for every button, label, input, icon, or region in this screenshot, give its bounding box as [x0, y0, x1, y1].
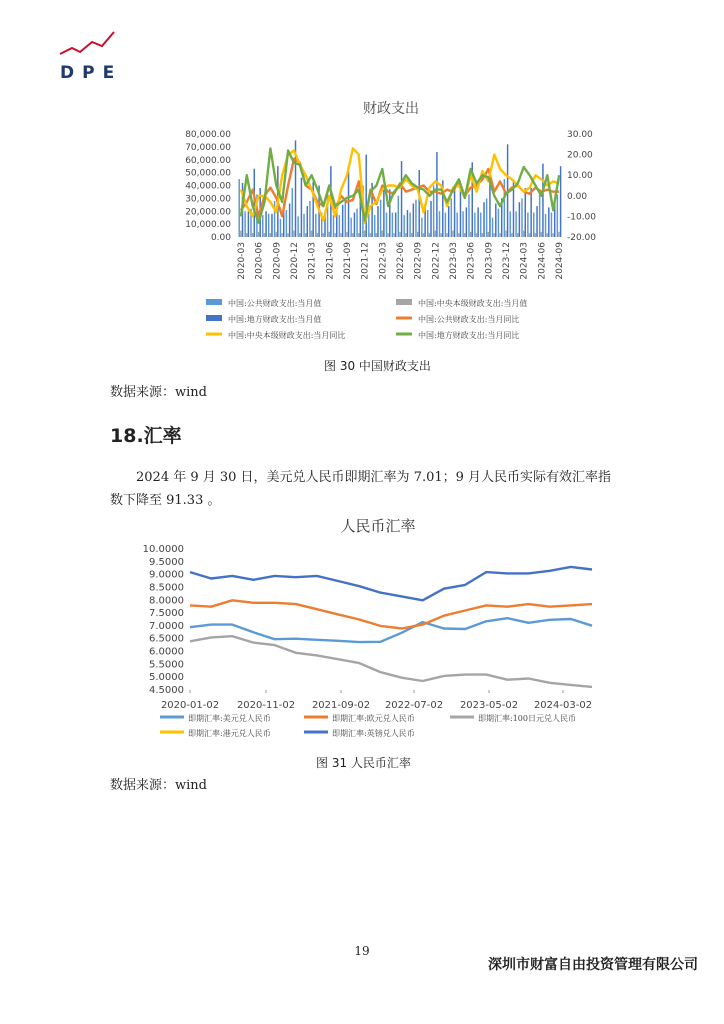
legend-label: 即期汇率:美元兑人民币 [188, 714, 271, 723]
x-axis-tick-label: 2023-05-02 [459, 700, 519, 711]
x-axis-tick-label: 2024-09 [555, 242, 566, 280]
y-axis-tick-label: 6.5000 [149, 633, 184, 645]
left-axis-tick-label: 80,000.00 [185, 130, 231, 140]
legend-label: 中国:中央本级财政支出:当月同比 [228, 331, 346, 340]
x-axis-tick-label: 2023-06 [466, 242, 477, 280]
x-axis-tick-label: 2023-03 [449, 242, 460, 280]
series-line [190, 567, 592, 600]
figure-31-caption: 图 31 人民币汇率 [316, 756, 411, 770]
legend-label: 即期汇率:100日元兑人民币 [478, 714, 576, 723]
x-axis-tick-label: 2020-01-02 [160, 700, 220, 711]
x-axis-tick-label: 2021-09 [342, 242, 353, 280]
legend-label: 中国:中央本级财政支出:当月值 [418, 299, 528, 308]
y-axis-tick-label: 6.0000 [149, 646, 184, 658]
body-paragraph: 2024 年 9 月 30 日，美元兑人民币即期汇率为 7.01；9 月人民币实际有效汇率指数下降至 91.33 。 [110, 470, 612, 508]
left-axis-tick-label: 60,000.00 [185, 155, 231, 166]
left-axis-tick-label: 20,000.00 [185, 207, 231, 218]
x-axis-tick-label: 2020-06 [254, 242, 265, 280]
x-axis-tick-label: 2024-03-02 [533, 700, 593, 711]
y-axis-tick-label: 7.5000 [149, 608, 184, 620]
legend-label: 即期汇率:欧元兑人民币 [332, 714, 415, 723]
left-axis-tick-label: 10,000.00 [185, 220, 231, 231]
series-line [190, 636, 592, 687]
x-axis-tick-label: 2021-09-02 [311, 700, 371, 711]
x-axis-tick-label: 2020-09 [272, 242, 283, 280]
left-axis-tick-label: 0.00 [210, 233, 231, 243]
x-axis-tick-label: 2023-12 [502, 242, 513, 280]
y-axis-tick-label: 5.5000 [149, 659, 184, 671]
y-axis-tick-label: 8.5000 [149, 582, 184, 594]
right-axis-tick-label: -10.00 [567, 212, 597, 223]
right-axis-tick-label: 30.00 [567, 130, 593, 140]
left-axis-tick-label: 70,000.00 [185, 142, 231, 153]
x-axis-tick-label: 2020-11-02 [236, 700, 296, 711]
y-axis-tick-label: 9.5000 [149, 556, 184, 568]
section-heading: 18.汇率 [110, 425, 182, 447]
y-axis-tick-label: 7.0000 [149, 620, 184, 632]
left-axis-tick-label: 40,000.00 [185, 181, 231, 192]
x-axis-tick-label: 2024-06 [537, 242, 548, 280]
right-axis-tick-label: 10.00 [567, 171, 593, 182]
y-axis-tick-label: 5.0000 [149, 672, 184, 684]
x-axis-tick-label: 2021-06 [325, 242, 336, 280]
x-axis-tick-label: 2020-12 [289, 242, 300, 280]
series-line [190, 618, 592, 642]
left-axis-tick-label: 30,000.00 [185, 194, 231, 205]
logo-text: DPE [60, 63, 123, 83]
x-axis-tick-label: 2022-06 [396, 242, 406, 280]
right-axis-tick-label: -20.00 [567, 233, 597, 243]
x-axis-tick-label: 2020-03 [236, 241, 247, 280]
x-axis-tick-label: 2021-12 [360, 242, 371, 280]
x-axis-tick-label: 2022-07-02 [384, 700, 444, 711]
x-axis-tick-label: 2022-12 [431, 242, 442, 280]
figure-30-caption: 图 30 中国财政支出 [324, 359, 431, 373]
company-name: 深圳市财富自由投资管理有限公司 [488, 957, 698, 973]
legend-label: 即期汇率:港元兑人民币 [188, 729, 271, 738]
legend-label: 中国:公共财政支出:当月值 [228, 299, 322, 308]
x-axis-tick-label: 2024-03 [519, 242, 530, 280]
series-line [190, 600, 592, 628]
right-axis-tick-label: 20.00 [567, 150, 593, 161]
y-axis-tick-label: 10.0000 [142, 544, 184, 555]
x-axis-tick-label: 2022-03 [378, 242, 389, 280]
legend-label: 中国:地方财政支出:当月同比 [418, 331, 520, 340]
x-axis-tick-label: 2023-09 [484, 242, 495, 280]
y-axis-tick-label: 8.0000 [149, 595, 184, 607]
chart-title: 财政支出 [363, 101, 419, 117]
x-axis-tick-label: 2022-09 [413, 242, 424, 280]
x-axis-tick-label: 2021-03 [307, 242, 318, 280]
chart-title: 人民币汇率 [340, 517, 416, 535]
right-axis-tick-label: 0.00 [567, 191, 588, 202]
legend-label: 中国:地方财政支出:当月值 [228, 315, 322, 324]
legend-label: 即期汇率:英镑兑人民币 [332, 729, 415, 738]
y-axis-tick-label: 4.5000 [149, 685, 184, 696]
legend-label: 中国:公共财政支出:当月同比 [418, 315, 520, 324]
source-note: 数据来源：wind [110, 778, 207, 793]
page-number: 19 [354, 944, 370, 958]
source-note: 数据来源：wind [110, 385, 207, 400]
y-axis-tick-label: 9.0000 [149, 569, 184, 581]
left-axis-tick-label: 50,000.00 [185, 168, 231, 179]
